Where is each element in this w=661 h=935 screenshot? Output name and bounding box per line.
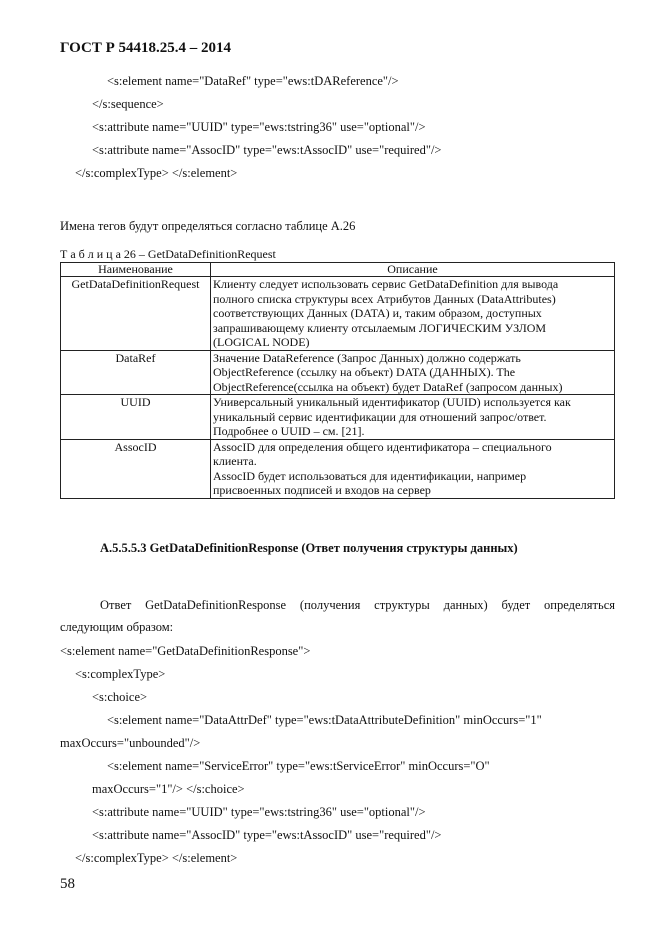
- code-line: <s:attribute name="UUID" type="ews:tstring36" use="optional"/>: [92, 805, 426, 819]
- table-row: [61, 277, 615, 351]
- row-description: [211, 439, 615, 498]
- code-line: <s:element name="DataAttrDef" type="ews:tDataAttributeDefinition" minOccurs="1": [107, 713, 542, 727]
- page-number: 58: [60, 876, 75, 892]
- section-heading: А.5.5.5.3 GetDataDefinitionResponse (Ответ получения структуры данных): [100, 541, 518, 555]
- code-line: maxOccurs="1"/> </s:choice>: [92, 782, 245, 796]
- row-name: UUID: [61, 395, 211, 440]
- column-header-name: Наименование: [61, 263, 211, 277]
- code-line: </s:sequence>: [92, 97, 164, 111]
- description-line: клиента.: [213, 454, 257, 468]
- table-header-row: [61, 263, 615, 277]
- code-line: <s:choice>: [92, 690, 148, 704]
- response-paragraph: Ответ GetDataDefinitionResponse (получения структуры данных) будет определяться следующим образом:: [60, 598, 615, 634]
- code-line: <s:element name="DataRef" type="ews:tDAReference"/>: [107, 74, 399, 88]
- intro-text: Имена тегов будут определяться согласно таблице А.26: [60, 219, 356, 233]
- row-description: [211, 277, 615, 351]
- description-line: присвоенных подписей и входов на сервер: [213, 483, 431, 497]
- description-line: AssocID для определения общего идентификатора – специального: [213, 439, 552, 454]
- code-line: <s:attribute name="AssocID" type="ews:tAssocID" use="required"/>: [92, 143, 442, 157]
- table-row: [61, 350, 615, 395]
- code-line: <s:element name="ServiceError" type="ews:tServiceError" minOccurs="O": [107, 759, 490, 773]
- table-row: [61, 439, 615, 498]
- table-caption: Т а б л и ц а 26 – GetDataDefinitionRequest: [60, 247, 276, 261]
- document-header: ГОСТ Р 54418.25.4 – 2014: [60, 40, 232, 56]
- description-line: Значение DataReference (Запрос Данных) должно содержать: [213, 350, 521, 365]
- row-name: DataRef: [61, 350, 211, 395]
- row-name: AssocID: [61, 439, 211, 498]
- description-line: (LOGICAL NODE): [213, 335, 310, 349]
- row-description: [211, 395, 615, 440]
- row-description: [211, 350, 615, 395]
- code-line: <s:attribute name="UUID" type="ews:tstring36" use="optional"/>: [92, 120, 426, 134]
- code-line: <s:complexType>: [75, 667, 166, 681]
- description-line: полного списка структуры всех Атрибутов Данных (DataAttributes): [213, 291, 556, 306]
- row-name: GetDataDefinitionRequest: [61, 277, 211, 351]
- code-line: <s:element name="GetDataDefinitionResponse">: [60, 644, 311, 658]
- table-row: [61, 395, 615, 440]
- code-line: </s:complexType> </s:element>: [75, 851, 238, 865]
- description-line: соответствующих Данных (DATA) и, таким образом, доступных: [213, 306, 542, 320]
- description-line: Клиенту следует использовать сервис GetDataDefinition для вывода: [213, 277, 559, 291]
- description-line: Универсальный уникальный идентификатор (UUID) используется как: [213, 395, 571, 409]
- description-line: запрашивающему клиенту отсылаемым ЛОГИЧЕСКИМ УЗЛОМ: [213, 320, 547, 335]
- column-header-description: Описание: [211, 263, 615, 277]
- description-line: Подробнее о UUID – см. [21].: [213, 424, 365, 438]
- description-line: уникальный сервис идентификации для отношений запрос/ответ.: [213, 409, 547, 424]
- description-line: AssocID будет использоваться для идентификации, например: [213, 468, 527, 483]
- description-line: ObjectReference (ссылку на объект) DATA (ДАННЫХ). The: [213, 365, 516, 379]
- code-line: <s:attribute name="AssocID" type="ews:tAssocID" use="required"/>: [92, 828, 442, 842]
- code-line: </s:complexType> </s:element>: [75, 166, 238, 180]
- definition-table: [60, 262, 615, 499]
- code-line: maxOccurs="unbounded"/>: [60, 736, 201, 750]
- description-line: ObjectReference(ссылка на объект) будет DataRef (запросом данных): [213, 379, 563, 394]
